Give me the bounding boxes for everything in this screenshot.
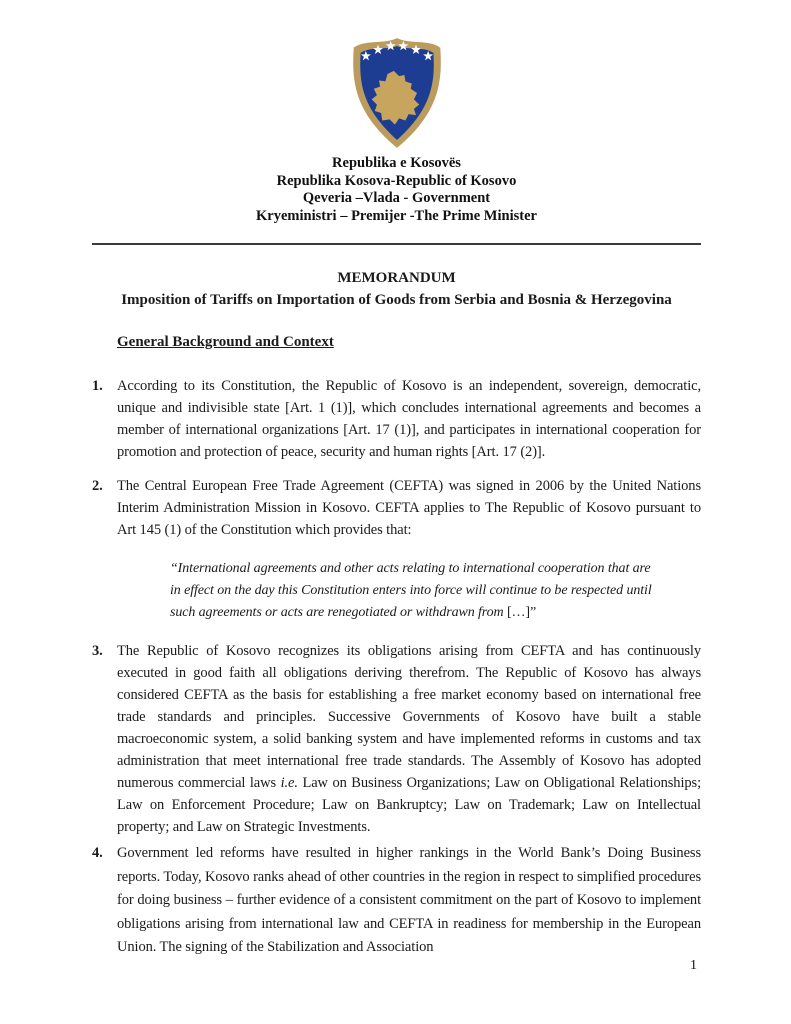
coat-of-arms-graphic — [344, 36, 450, 150]
header-rule — [92, 243, 701, 245]
item-text: The Central European Free Trade Agreement (CEFTA) was signed in 2006 by the United Nations Interim Administration Mission in Kosovo. CEFTA applies to The Republic of Kosovo pursuant to Art 145 (1) of the Constitution which provides that: — [117, 478, 701, 538]
section-heading — [92, 331, 701, 353]
item-number: 4. — [92, 845, 103, 861]
org-line-government: Qeveria –Vlada - Government — [302, 190, 491, 206]
constitution-quote — [170, 558, 660, 624]
org-line-prime-minister: Kryeministri – Premijer -The Prime Minister — [256, 207, 537, 224]
item-text — [117, 640, 701, 838]
list-item-3 — [92, 640, 701, 838]
item-text-ie: i.e. — [280, 775, 298, 791]
item-number: 3. — [92, 643, 103, 659]
item-text: Government led reforms have resulted in higher rankings in the World Bank’s Doing Business reports. Today, Kosovo ranks ahead of other countries in the region in respect to simplified procedures for doing business – further evidence of a consistent commitment on the part of Kosovo to implement obligations arising from international law and CEFTA in readiness for membership in the European Union. The signing of the Stabilization and Association — [117, 845, 701, 955]
quote-italic-text: “International agreements and other acts relating to international cooperation that are in effect on the day this Constitution enters into force will continue to be respected until such agreements or acts are renegotiated or withdrawn from — [170, 561, 652, 620]
memo-heading: MEMORANDUM — [337, 270, 456, 286]
item-text-part-b: Law on Business Organizations; Law on Obligational Relationships; Law on Enforcement Procedure; Law on Bankruptcy; Law on Trademark; Law on Intellectual property; and Law on Strategic Investments. — [117, 775, 701, 835]
org-line-republic-multi: Republika Kosova-Republic of Kosovo — [276, 172, 517, 189]
org-line-republic-sq: Republika e Kosovës — [332, 155, 461, 171]
page-number: 1 — [690, 958, 697, 973]
section-heading-text: General Background and Context — [117, 334, 334, 350]
item-text: According to its Constitution, the Republic of Kosovo is an independent, sovereign, democratic, unique and indivisible state [Art. 1 (1)], which concludes international agreements and becomes a member of international organizations [Art. 17 (1)], and participates in international cooperation for promotion and protection of peace, security and human rights [Art. 17 (2)]. — [117, 378, 701, 460]
item-number: 2. — [92, 478, 103, 494]
institution-header — [92, 155, 701, 225]
kosovo-coat-of-arms — [92, 0, 701, 150]
list-item-4 — [92, 842, 701, 960]
item-text-part-a: The Republic of Kosovo recognizes its obligations arising from CEFTA and has continuously executed in good faith all obligations deriving therefrom. The Republic of Kosovo has always considered CEFTA as the basis for establishing a free market economy based on international free trade standards and principles. Successive Governments of Kosovo have built a stable macroeconomic system, a solid banking system and have implemented reforms in customs and tax administration that meet international free trade standards. The Assembly of Kosovo has adopted numerous commercial laws — [117, 643, 701, 791]
list-item-1 — [92, 375, 701, 463]
quote-ellipsis-end: […]” — [506, 605, 537, 620]
item-number: 1. — [92, 378, 103, 394]
memo-subject: Imposition of Tariffs on Importation of Goods from Serbia and Bosnia & Herzegovina — [121, 292, 672, 308]
list-item-2 — [92, 475, 701, 541]
